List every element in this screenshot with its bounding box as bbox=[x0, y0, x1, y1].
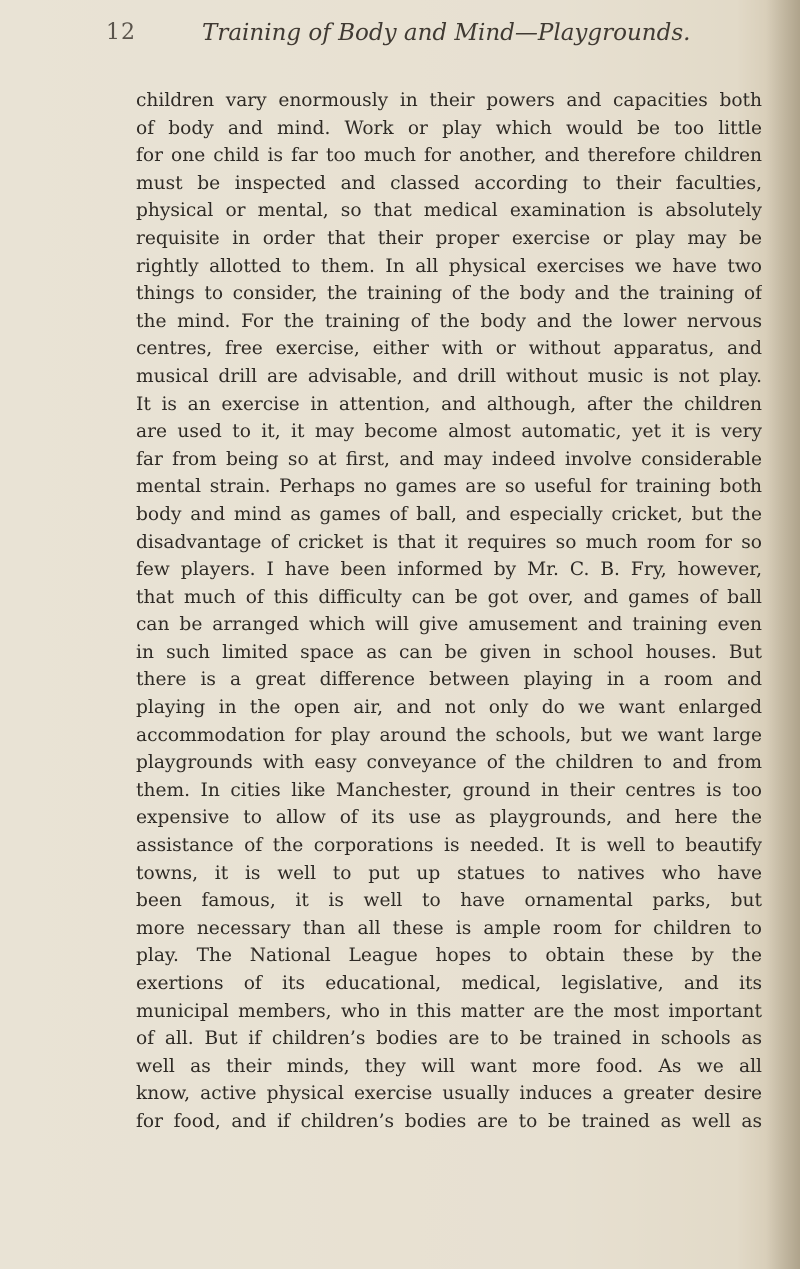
running-title: Training of Body and Mind—Playgrounds. bbox=[202, 20, 691, 46]
text-line: more necessary than all these is ample room for children to bbox=[136, 917, 762, 939]
text-line: municipal members, who in this matter are the most important bbox=[136, 1000, 762, 1022]
text-line: disadvantage of cricket is that it requires so much room for so bbox=[136, 531, 762, 553]
page-edge-shadow bbox=[766, 0, 800, 1269]
text-line: things to consider, the training of the body and the training of bbox=[136, 283, 762, 305]
text-line: playing in the open air, and not only do we want enlarged bbox=[136, 697, 762, 719]
text-line: children vary enormously in their powers and capacities both bbox=[136, 90, 762, 111]
body-text bbox=[136, 87, 762, 1257]
text-line: towns, it is well to put up statues to natives who have bbox=[136, 862, 762, 884]
text-line: that much of this difficulty can be got over, and games of ball bbox=[136, 586, 762, 608]
text-line: there is a great difference between playing in a room and bbox=[136, 669, 762, 691]
text-line: the mind. For the training of the body and the lower nervous bbox=[136, 310, 762, 332]
text-line: centres, free exercise, either with or without apparatus, and bbox=[136, 338, 762, 360]
page-number: 12 bbox=[106, 20, 136, 45]
text-line: physical or mental, so that medical examination is absolutely bbox=[136, 200, 762, 222]
text-line: for one child is far too much for another, and therefore children bbox=[136, 145, 762, 167]
text-line: musical drill are advisable, and drill without music is not play. bbox=[136, 365, 762, 387]
text-line: of body and mind. Work or play which would be too little bbox=[136, 117, 762, 139]
text-line: far from being so at first, and may indeed involve considerable bbox=[136, 448, 762, 470]
text-line: exertions of its educational, medical, legislative, and its bbox=[136, 973, 762, 994]
text-line: in such limited space as can be given in school houses. But bbox=[136, 641, 762, 663]
text-line: expensive to allow of its use as playgrounds, and here the bbox=[136, 807, 762, 829]
text-line: been famous, it is well to have ornamental parks, but bbox=[136, 890, 762, 912]
text-line: are used to it, it may become almost automatic, yet it is very bbox=[136, 421, 762, 443]
text-line: can be arranged which will give amusement and training even bbox=[136, 614, 762, 636]
text-line: them. In cities like Manchester, ground in their centres is too bbox=[136, 779, 762, 801]
text-line: well as their minds, they will want more food. As we all bbox=[136, 1055, 762, 1077]
text-line: body and mind as games of ball, and especially cricket, but the bbox=[136, 503, 762, 525]
text-line: playgrounds with easy conveyance of the children to and from bbox=[136, 752, 762, 774]
text-line: assistance of the corporations is needed. It is well to beautify bbox=[136, 835, 762, 857]
text-line: It is an exercise in attention, and although, after the children bbox=[136, 393, 762, 415]
text-line: must be inspected and classed according to their faculties, bbox=[136, 172, 762, 194]
text-line: rightly allotted to them. In all physical exercises we have two bbox=[136, 255, 762, 277]
text-line: play. The National League hopes to obtain these by the bbox=[136, 945, 762, 967]
text-line: requisite in order that their proper exercise or play may be bbox=[136, 227, 762, 249]
text-line: know, active physical exercise usually induces a greater desire bbox=[136, 1083, 762, 1105]
page-header bbox=[106, 20, 746, 80]
text-line: of all. But if children’s bodies are to be trained in schools as bbox=[136, 1028, 762, 1050]
text-line: for food, and if children’s bodies are to be trained as well as bbox=[136, 1110, 762, 1132]
text-line: few players. I have been informed by Mr. C. B. Fry, however, bbox=[136, 559, 762, 581]
text-line: mental strain. Perhaps no games are so useful for training both bbox=[136, 476, 762, 498]
text-line: accommodation for play around the schools, but we want large bbox=[136, 724, 762, 746]
